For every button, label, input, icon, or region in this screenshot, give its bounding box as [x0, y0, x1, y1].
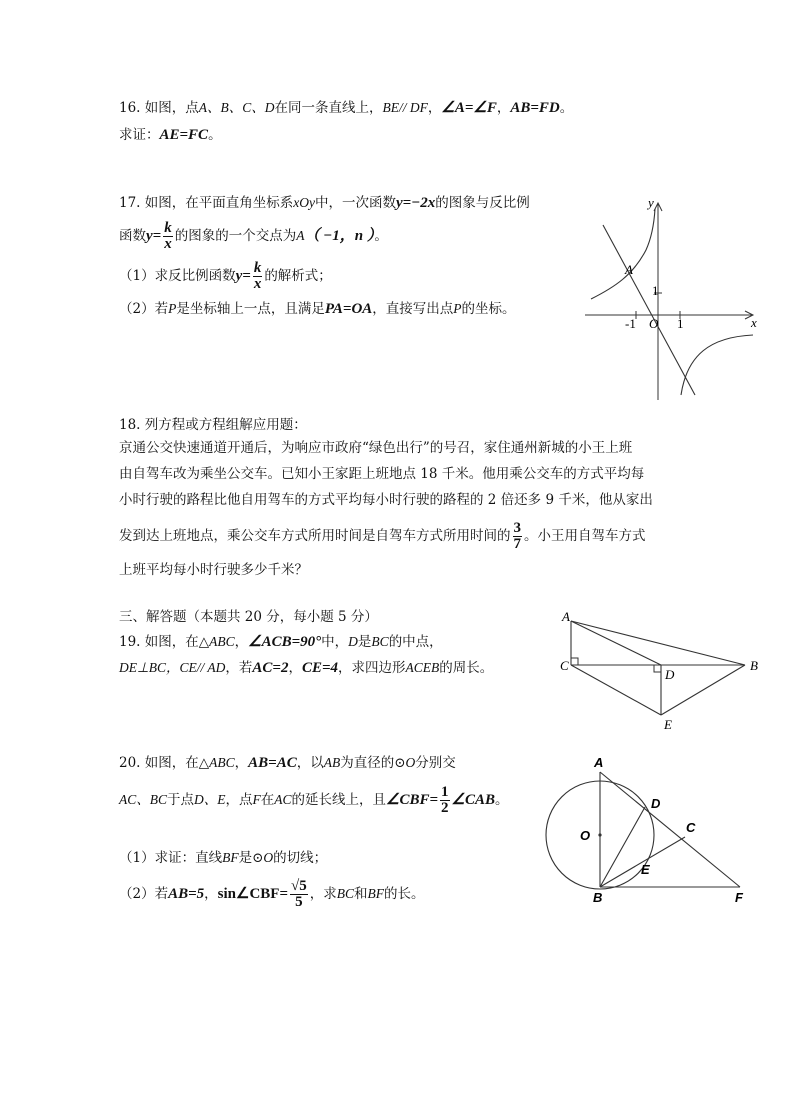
line-acf	[600, 772, 740, 887]
q17-part-2	[119, 300, 516, 318]
q16-text: 在同一条直线上，	[274, 100, 383, 116]
q20-segment-ab: AB	[323, 755, 341, 770]
q20-text: 于点	[167, 792, 195, 808]
right-angle-d	[654, 665, 661, 672]
q18-fraction-3-7	[513, 521, 523, 552]
point-label-f: F	[735, 890, 743, 905]
q19-text: ，若	[225, 660, 253, 676]
q16-text: ，	[427, 100, 442, 116]
q19-quadrilateral: ACEB	[405, 660, 440, 675]
q18-line-2: 由自驾车改为乘坐公交车。已知小王家距上班地点 18 千米。他用乘公交车的方式平均每	[119, 466, 645, 482]
segment-ab	[571, 621, 745, 665]
q20-ab-equals: AB=5	[168, 886, 205, 902]
q19-segment-bc: BC	[371, 634, 389, 649]
q20-text: 在	[260, 792, 275, 808]
q18-text: 。小王用自驾车方式	[524, 528, 646, 544]
q20-angle-cbf: ∠CBF=	[386, 792, 439, 808]
q20-text: ，	[234, 755, 249, 771]
q20-line-bf: BF	[222, 850, 239, 865]
q19-text: ，求四边形	[338, 660, 406, 676]
q20-sin-cbf: sin∠CBF=	[217, 886, 288, 902]
segment-bd	[600, 807, 645, 887]
q20-text: （2）若	[119, 886, 169, 902]
q16-prove-label: 求证：	[119, 127, 160, 143]
q17-text: 中，一次函数	[315, 195, 396, 211]
q17-text: （2）若	[119, 301, 169, 317]
fraction-denominator: 7	[513, 536, 521, 552]
q20-angle-cab: ∠CAB	[451, 792, 496, 808]
q16-text: ，	[496, 100, 511, 116]
q20-center-o: O	[405, 755, 416, 770]
q16-text: 。	[559, 100, 574, 116]
point-label-c: C	[560, 658, 569, 673]
q16-text: 16. 如图，点	[119, 100, 199, 116]
fraction-numerator: √5	[291, 878, 307, 894]
q17-text: 的解析式；	[264, 268, 332, 284]
q20-text: 的延长线上，且	[291, 792, 387, 808]
q19-text: 的中点，	[388, 634, 443, 650]
q20-text: ，	[204, 886, 218, 902]
q18-line-5: 上班平均每小时行驶多少千米？	[119, 562, 308, 578]
q17-text: 。	[374, 228, 388, 244]
q17-part-1	[119, 258, 332, 294]
q17-text: 的坐标。	[461, 301, 516, 317]
q20-points-de: D、E	[194, 792, 226, 807]
q20-text: （1）求证：直线	[119, 850, 223, 866]
q17-pa-oa: PA=OA	[324, 301, 373, 317]
q19-text: 中，	[321, 634, 349, 650]
q20-text: 为直径的⊙	[340, 755, 406, 771]
q19-text: ，	[288, 660, 302, 676]
q16-text: 。	[208, 127, 222, 143]
point-label-b: B	[593, 890, 603, 905]
q20-line-bf: BF	[367, 886, 384, 901]
q17-y-equals: y=	[146, 228, 162, 244]
q16-points: A、B、C、D	[198, 100, 275, 115]
q18-text: 发到达上班地点，乘公交车方式所用时间是自驾车方式所用时间的	[119, 528, 511, 544]
q16-line-2	[119, 126, 222, 144]
q19-line-2	[119, 659, 493, 677]
q17-text: 是坐标轴上一点，且满足	[176, 301, 325, 317]
point-label-b: B	[750, 658, 758, 673]
hyperbola-branch-2	[591, 209, 655, 299]
q17-y-equals: y=	[235, 268, 251, 284]
q19-text: 是	[357, 634, 372, 650]
q17-system: xOy	[293, 195, 315, 210]
q20-text: 的切线；	[273, 850, 328, 866]
fraction-denominator: x	[164, 236, 172, 252]
q17-fraction-k-over-x	[163, 221, 173, 252]
q20-text: 分别交	[415, 755, 456, 771]
q20-line-1	[119, 754, 456, 772]
point-label-a: A	[562, 609, 570, 624]
q20-segment-bc: BC	[336, 886, 354, 901]
q17-text: ，直接写出点	[372, 301, 454, 317]
q17-text: 的图象的一个交点为	[174, 228, 297, 244]
point-label-c: C	[686, 820, 696, 835]
center-dot	[598, 833, 601, 836]
q19-text: 19. 如图，在△	[119, 634, 210, 650]
q16-line-1	[119, 99, 573, 117]
q18-title: 18. 列方程或方程组解应用题：	[119, 417, 307, 433]
axis-label-y: y	[648, 195, 654, 210]
q17-point-p: P	[453, 301, 462, 316]
segment-ce	[571, 665, 661, 715]
q16-angle-equation: ∠A=∠F	[441, 100, 497, 116]
point-label-a: A	[594, 755, 604, 770]
q20-text: ，点	[225, 792, 253, 808]
q17-line-2	[119, 218, 388, 254]
origin-label: O	[649, 316, 659, 331]
tick-label-neg1: -1	[625, 316, 636, 331]
point-label-e: E	[664, 717, 672, 732]
hyperbola-branch-4	[681, 335, 753, 395]
q17-point-a: A	[296, 228, 305, 243]
q17-text: 的图象与反比例	[435, 195, 530, 211]
q20-segment-ac: AC	[274, 792, 292, 807]
q20-segments: AC、BC	[119, 792, 168, 807]
point-label-o: O	[580, 828, 591, 843]
q20-point-f: F	[252, 792, 261, 807]
q19-point-d: D	[348, 634, 358, 649]
q17-line-1	[119, 194, 530, 212]
q18-line-1: 京通公交快速通道开通后，为响应市政府“绿色出行”的号召，家住通州新城的小王上班	[119, 440, 633, 456]
point-label-e: E	[641, 862, 650, 877]
q20-text: ，以	[296, 755, 324, 771]
q20-line-2	[119, 780, 509, 820]
q20-fraction-sqrt5-5	[290, 879, 308, 910]
fraction-denominator: 5	[295, 894, 303, 910]
point-label-d: D	[651, 796, 661, 811]
q17-text: 17. 如图，在平面直角坐标系	[119, 195, 294, 211]
fraction-numerator: k	[253, 260, 262, 276]
q19-line-1	[119, 633, 443, 651]
q19-angle: ∠ACB=90°	[248, 634, 322, 650]
q16-parallel: BE// DF	[382, 100, 428, 115]
q19-text: 的周长。	[439, 660, 494, 676]
point-label-d: D	[665, 667, 675, 682]
q20-part-2	[119, 874, 425, 914]
q19-ac-equals: AC=2	[252, 660, 289, 676]
axis-label-x: x	[751, 315, 757, 330]
q17-linear-function: y=−2x	[396, 195, 436, 211]
fraction-numerator: 3	[513, 520, 521, 536]
q20-text: ，求	[309, 886, 337, 902]
q20-text: 。	[495, 792, 509, 808]
q18-line-3: 小时行驶的路程比他自用驾车的方式平均每小时行驶的路程的 2 倍还多 9 千米，他从家出	[119, 492, 653, 508]
segment-ad	[571, 621, 661, 665]
fraction-denominator: x	[253, 276, 262, 292]
q17-point-coords: （ −1，n ）	[304, 228, 375, 244]
q17-text: 函数	[119, 228, 146, 244]
q20-part-1	[119, 849, 327, 867]
q19-ce-equals: CE=4	[301, 660, 339, 676]
fraction-numerator: k	[164, 220, 172, 236]
point-label-a: A	[625, 262, 633, 277]
q20-figure	[540, 752, 760, 912]
q20-text: 是⊙	[238, 850, 264, 866]
q16-segment-equation: AB=FD	[510, 100, 560, 116]
q20-center-o: O	[263, 850, 274, 865]
q19-triangle: ABC	[209, 634, 235, 649]
section-3-heading: 三、解答题（本题共 20 分，每小题 5 分）	[119, 609, 378, 625]
q17-fraction-k-over-x	[253, 261, 263, 292]
q16-prove-equation: AE=FC	[159, 127, 209, 143]
q20-triangle: ABC	[209, 755, 235, 770]
q20-text: 的长。	[384, 886, 425, 902]
q19-figure	[555, 605, 770, 735]
q19-text: ，	[234, 634, 249, 650]
tick-label-1y: 1	[652, 283, 659, 298]
fraction-denominator: 2	[441, 800, 449, 816]
q20-text: 20. 如图，在△	[119, 755, 210, 771]
q17-figure-graph	[585, 195, 760, 405]
tick-label-1x: 1	[677, 316, 684, 331]
right-angle-c	[571, 658, 578, 665]
q20-ab-ac: AB=AC	[248, 755, 297, 771]
q20-text: 和	[354, 886, 368, 902]
q19-conditions: DE⊥BC，CE// AD	[119, 660, 226, 675]
fraction-numerator: 1	[441, 784, 449, 800]
q17-point-p: P	[168, 301, 177, 316]
line-y-neg2x	[603, 225, 695, 395]
q18-line-4	[119, 518, 646, 554]
q20-fraction-half	[440, 785, 450, 816]
q17-text: （1）求反比例函数	[119, 268, 236, 284]
